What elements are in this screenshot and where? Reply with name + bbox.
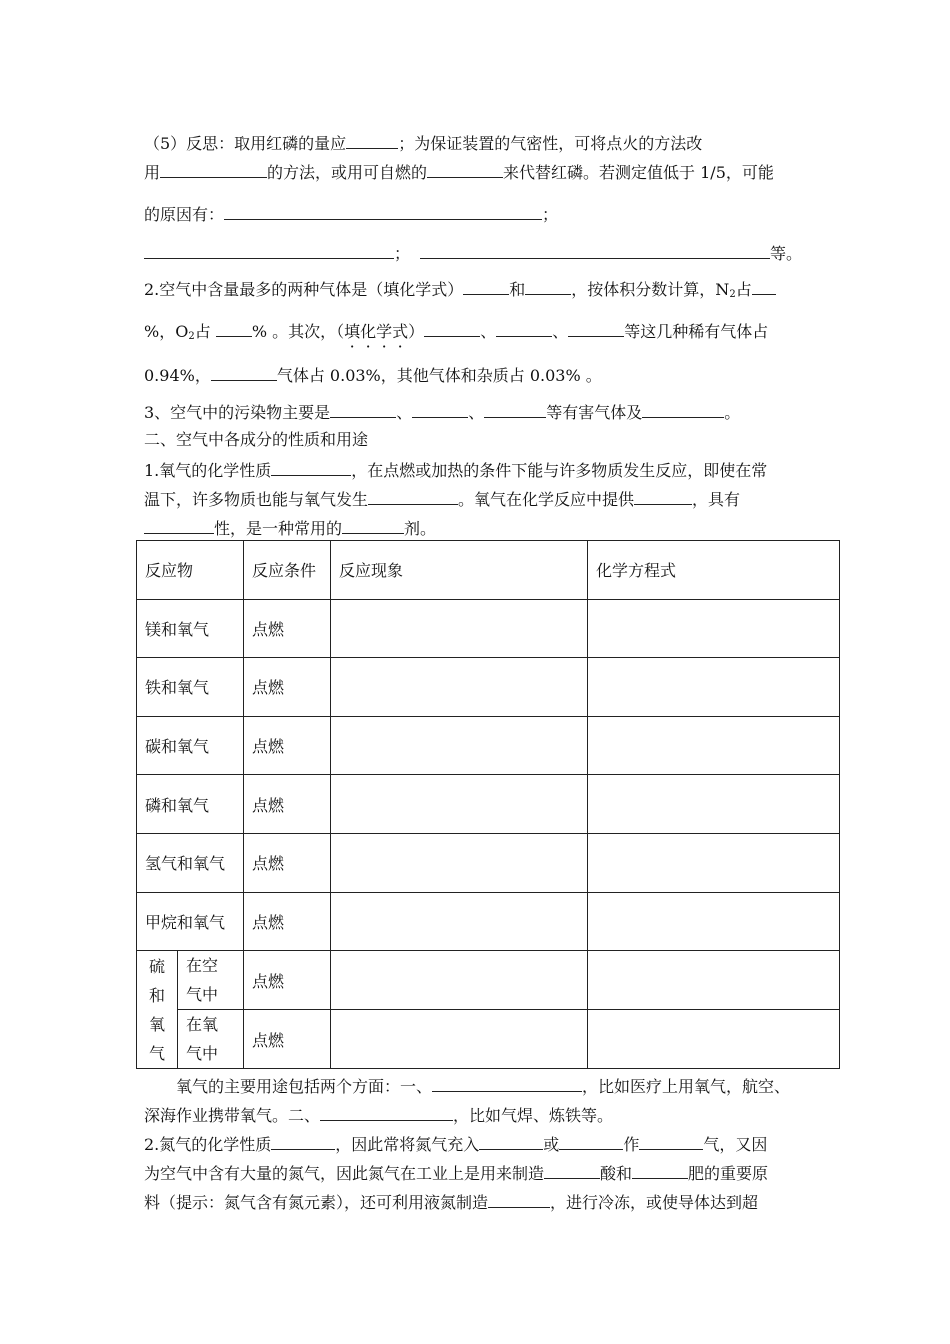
answer-blank[interactable] [271, 458, 351, 476]
text: 等有害气体及 [546, 403, 643, 422]
header-condition: 反应条件 [244, 541, 331, 600]
answer-blank[interactable] [144, 516, 214, 534]
answer-blank[interactable] [211, 363, 277, 381]
emphasis-char: 填 [344, 322, 361, 341]
condition-cell: 点燃 [244, 775, 331, 834]
table-row [137, 716, 840, 775]
subscript: 2 [188, 331, 195, 342]
answer-blank[interactable] [271, 1132, 335, 1150]
equation-cell[interactable] [588, 599, 840, 658]
nitrogen-line-3 [144, 1190, 758, 1214]
uses-line-1 [176, 1074, 790, 1098]
phenomenon-cell[interactable] [331, 1010, 588, 1069]
uses-line-2 [144, 1103, 613, 1127]
text: 2.氮气的化学性质 [144, 1135, 272, 1154]
text: 酸和 [600, 1164, 633, 1183]
equation-cell[interactable] [588, 716, 840, 775]
text: 、 [480, 322, 497, 341]
answer-blank[interactable] [639, 1132, 703, 1150]
phenomenon-cell[interactable] [331, 599, 588, 658]
answer-blank[interactable] [144, 241, 394, 259]
text: 肥的重要原 [688, 1164, 769, 1183]
oxygen-line-1 [144, 458, 767, 482]
table-row [137, 833, 840, 892]
text: 、 [552, 322, 569, 341]
answer-blank[interactable] [488, 1190, 550, 1208]
table-row [137, 892, 840, 951]
text: 气中 [186, 985, 219, 1005]
text: 硫 [148, 956, 165, 976]
text: 来代替红磷。若测定值低于 1/5，可能 [503, 163, 774, 182]
text: 气，又因 [703, 1135, 768, 1154]
text: 气体占 0.03%，其他气体和杂质占 0.03% 。 [276, 366, 602, 385]
phenomenon-cell[interactable] [331, 716, 588, 775]
reflection-line-2 [144, 160, 774, 184]
answer-blank[interactable] [544, 1161, 600, 1179]
answer-blank[interactable] [568, 319, 624, 337]
text: ，具有 [692, 490, 741, 509]
text: 的原因有： [144, 205, 225, 224]
phenomenon-cell[interactable] [331, 833, 588, 892]
reflection-line-1 [144, 131, 702, 155]
text: 等。 [770, 244, 803, 263]
text: ，比如医疗上用氧气，航空、 [582, 1077, 791, 1096]
text: 3、空气中的污染物主要是 [144, 403, 331, 422]
table-row [137, 599, 840, 658]
environment-cell [178, 951, 244, 1010]
text: 占 [735, 280, 752, 299]
phenomenon-cell[interactable] [331, 658, 588, 717]
table-row [137, 775, 840, 834]
text: 占 [194, 322, 211, 341]
section-heading: 二、空气中各成分的性质和用途 [144, 430, 369, 449]
text: 性，是一种常用的 [214, 519, 343, 538]
text: ，按体积分数计算，N [571, 280, 730, 299]
table-row [137, 951, 840, 1010]
answer-blank[interactable] [320, 1103, 453, 1121]
subscript: 2 [729, 289, 736, 300]
answer-blank[interactable] [224, 202, 542, 220]
emphasis-char: 学 [376, 322, 393, 341]
answer-blank[interactable] [330, 400, 396, 418]
reactant-cell: 镁和氧气 [137, 599, 244, 658]
reflection-line-3 [144, 202, 558, 226]
condition-cell: 点燃 [244, 599, 331, 658]
nitrogen-line-1 [144, 1132, 767, 1156]
answer-blank[interactable] [420, 241, 770, 259]
text: %，O [144, 322, 189, 341]
text: 0.94%， [144, 366, 211, 385]
table-row [137, 658, 840, 717]
condition-cell: 点燃 [244, 658, 331, 717]
text: 在氧 [186, 1015, 219, 1035]
text: 、 [396, 403, 413, 422]
text: ； [542, 205, 559, 224]
text: 。氧气在化学反应中提供 [458, 490, 635, 509]
condition-cell: 点燃 [244, 1010, 331, 1069]
equation-cell[interactable] [588, 951, 840, 1010]
text: 氧 [148, 1014, 165, 1034]
phenomenon-cell[interactable] [331, 951, 588, 1010]
text: 温下，许多物质也能与氧气发生 [144, 490, 369, 509]
reactant-cell: 碳和氧气 [137, 716, 244, 775]
text: 气中 [186, 1044, 219, 1064]
text: ） [408, 322, 425, 341]
text: 1.氧气的化学性质 [144, 461, 272, 480]
text: 深海作业携带氧气。二、 [144, 1106, 321, 1125]
text: 在空 [186, 956, 219, 976]
answer-blank[interactable] [427, 160, 503, 178]
condition-cell: 点燃 [244, 892, 331, 951]
table-header-row [137, 541, 840, 600]
header-phenomenon: 反应现象 [331, 541, 588, 600]
table-row [137, 1010, 840, 1069]
answer-blank[interactable] [634, 487, 692, 505]
answer-blank[interactable] [432, 1074, 582, 1092]
answer-blank[interactable] [632, 1161, 688, 1179]
answer-blank[interactable] [642, 400, 724, 418]
text: ，比如气焊、炼铁等。 [453, 1106, 614, 1125]
text: 作 [623, 1135, 640, 1154]
answer-blank[interactable] [346, 131, 398, 149]
equation-cell[interactable] [588, 892, 840, 951]
condition-cell: 点燃 [244, 951, 331, 1010]
sulfur-group-cell [137, 951, 178, 1069]
text: 料（提示：氮气含有氮元素），还可利用液氮制造 [144, 1193, 489, 1212]
oxygen-line-3 [144, 516, 436, 540]
reactant-cell: 氢气和氧气 [137, 833, 244, 892]
text: 气 [148, 1043, 165, 1063]
text: 为空气中含有大量的氮气，因此氮气在工业上是用来制造 [144, 1164, 545, 1183]
answer-blank[interactable] [559, 1132, 623, 1150]
condition-cell: 点燃 [244, 716, 331, 775]
answer-blank[interactable] [496, 319, 552, 337]
answer-blank[interactable] [160, 160, 267, 178]
text: 等这几种稀有气体占 [624, 322, 769, 341]
air-composition-line-2 [144, 319, 768, 348]
text: ，在点燃或加热的条件下能与许多物质发生反应，即使在常 [351, 461, 768, 480]
equation-cell[interactable] [588, 775, 840, 834]
oxygen-line-2 [144, 487, 740, 511]
text: 或 [543, 1135, 560, 1154]
air-composition-line-3 [144, 363, 602, 387]
answer-blank[interactable] [484, 400, 546, 418]
text: ； [394, 244, 411, 263]
header-reactant: 反应物 [137, 541, 244, 600]
emphasis-char: 式 [392, 322, 409, 341]
air-composition-line-1 [144, 277, 776, 306]
nitrogen-line-2 [144, 1161, 768, 1185]
answer-blank[interactable] [368, 487, 458, 505]
text: ，因此常将氮气充入 [335, 1135, 480, 1154]
answer-blank[interactable] [479, 1132, 543, 1150]
text: ，进行冷冻，或使导体达到超 [550, 1193, 759, 1212]
pollutants-line [144, 400, 740, 424]
answer-blank[interactable] [463, 277, 509, 295]
oxygen-reaction-table [136, 540, 840, 1069]
reactant-cell: 铁和氧气 [137, 658, 244, 717]
answer-blank[interactable] [216, 319, 252, 337]
answer-blank[interactable] [752, 277, 776, 295]
header-equation: 化学方程式 [588, 541, 840, 600]
answer-blank[interactable] [424, 319, 480, 337]
text: 和 [509, 280, 526, 299]
text: 2.空气中含量最多的两种气体是（填化学式） [144, 280, 464, 299]
text: 氧气的主要用途包括两个方面：一、 [176, 1077, 433, 1096]
phenomenon-cell[interactable] [331, 775, 588, 834]
text: （5）反思：取用红磷的量应 [144, 134, 347, 153]
condition-cell: 点燃 [244, 833, 331, 892]
reflection-line-4 [144, 241, 802, 265]
text: 的方法，或用可自燃的 [267, 163, 428, 182]
answer-blank[interactable] [412, 400, 468, 418]
phenomenon-cell[interactable] [331, 892, 588, 951]
equation-cell[interactable] [588, 833, 840, 892]
equation-cell[interactable] [588, 1010, 840, 1069]
reactant-cell: 磷和氧气 [137, 775, 244, 834]
text: % 。其次，（ [251, 322, 345, 341]
equation-cell[interactable] [588, 658, 840, 717]
text: 用 [144, 163, 161, 182]
text: ；为保证装置的气密性，可将点火的方法改 [398, 134, 703, 153]
answer-blank[interactable] [342, 516, 404, 534]
environment-cell [178, 1010, 244, 1069]
reactant-cell: 甲烷和氧气 [137, 892, 244, 951]
text: 和 [148, 985, 165, 1005]
text: 、 [468, 403, 485, 422]
text: 剂。 [404, 519, 437, 538]
text: 。 [724, 403, 741, 422]
answer-blank[interactable] [525, 277, 571, 295]
emphasis-char: 化 [360, 322, 377, 341]
